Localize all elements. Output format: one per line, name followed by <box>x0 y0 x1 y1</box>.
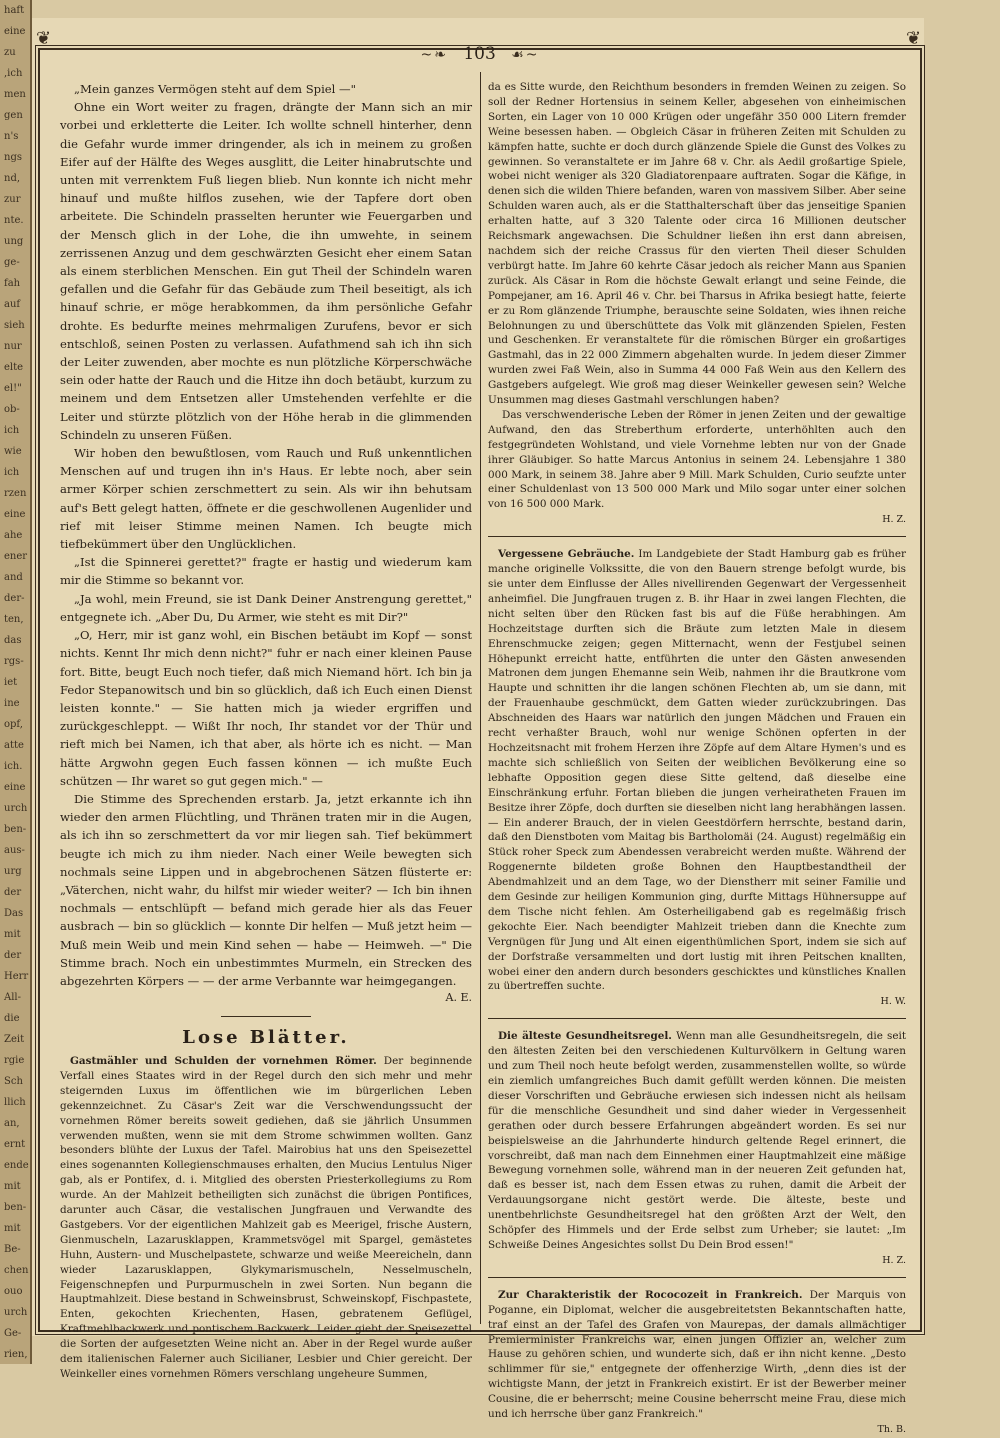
article-rococozeit <box>488 1288 906 1438</box>
article-title: Gastmähler und Schulden der vornehmen Römer. <box>70 1054 377 1067</box>
article-gesundheitsregel <box>488 1029 906 1269</box>
story-paragraph: „O, Herr, mir ist ganz wohl, ein Bischen betäubt im Kopf — sonst nichts. Kennt Ihr mich denn nicht?" fuhr er nach einer kleinen Pause fort. Bitte, beugt Euch noch tiefer, daß mich Niemand hört. Ich bin ja Fedor Stepanowitsch und bin so glücklich, daß ich Euch einen Dienst leisten konnte." — Sie hatten mich ja wieder ergriffen und zurückgeschleppt. — Wißt Ihr noch, Ihr standet vor der Thür und rieft mich bei Namen, ich that aber, als hörte ich es nicht. — Man hätte Argwohn gegen Euch fassen können — ich mußte Euch schützen — Ihr waret so gut gegen mich." — <box>60 628 472 788</box>
article-text: Der Marquis von Poganne, ein Diplomat, welcher die ausgebreitetsten Bekanntschaften hatte, traf einst an der Tafel des Grafen von Maurepas, der damals allmächtiger Premierminister Frankreichs war, einen jungen Offizier an, welcher zum Hause zu gehören schien, und wunderte sich, daß er ihn nicht kenne. „Desto schlimmer für sie," entgegnete der offenherzige Wirth, „denn dies ist der wichtigste Mann, der jetzt in Frankreich existirt. Er ist der Bewerber meiner Cousine, die er beherrscht; meine Cousine beherrscht meine Frau, diese mich und ich herrsche über ganz Frankreich." <box>488 1288 907 1421</box>
gutter-fragment: ten, <box>4 614 24 625</box>
gutter-fragment: ob- <box>4 404 20 415</box>
article-signature: H. Z. <box>882 514 906 526</box>
gutter-fragment: nur <box>4 341 22 352</box>
gutter-fragment: gen <box>4 110 23 121</box>
section-divider <box>221 1016 311 1017</box>
gutter-fragment: men <box>4 89 26 100</box>
column-divider <box>480 72 481 1324</box>
article-gebraeuche <box>488 547 906 1010</box>
gutter-fragment: urch <box>4 803 28 814</box>
article-text: Im Landgebiete der Stadt Hamburg gab es früher manche originelle Volkssitte, die von den Bauern strenge befolgt wurde, bis sie unter dem Einflusse der Alles nivellirenden Gegenwart der Vergessenheit anheimfiel. Die Jungfrauen trugen z. B. ihr Haar in zwei langen Flechten, die nicht selten über den Rücken fast bis auf die Füße herabhingen. Am Hochzeitstage durften sich die Bräute zum letzten Male in diesem Ehrenschmucke zeigen; gegen Mitternacht, wenn der Festjubel seinen Höhepunkt erreicht hatte, entführten die unter den Gästen anwesenden Matronen dem jungen Ehemanne sein Weib, nahmen ihr die Brautkrone vom Haupte und schnitten ihr die langen schönen Flechten ab, um sie dann, mit der Frauenhaube geschmückt, dem Gatten wieder zurückzubringen. Das Abschneiden des Haars war natürlich den jungen Mädchen und Frauen ein recht verhaßter Brauch, wohl nur wenige Schönen opferten in der Hochzeitsnacht mit frohem Herzen ihre Zöpfe auf dem Altare Hymen's und es machte sich schließlich von Seiten der weiblichen Bevölkerung eine so lebhafte Opposition gegen diese Sitte geltend, daß dieselbe eine Einschränkung erfuhr. Fortan blieben die jungen verheiratheten Frauen im Besitze ihrer Zöpfe, doch durften sie dieselben nicht lang herabhängen lassen. — Ein anderer Brauch, der in vielen Geestdörfern herrschte, bestand darin, daß den Dienstboten vom Maitag bis Bartholomäi (24. August) regelmäßig ein Stück roher Speck zum Abendessen verabreicht werden mußte. Während der Roggenernte bildeten große Bohnen den Hauptbestandtheil der Abendmahlzeit und an dem Tage, wo der Dienstherr mit seiner Familie und dem Gesinde zur heiligen Kommunion ging, durfte Mittags Hühnersuppe auf dem Tische nicht fehlen. Am Osterheiligabend gab es regelmäßig frisch gekochte Eier. Nach beendigter Mahlzeit trieben dann die Knechte zum Vergnügen für Jung und Alt einen eigenthümlichen Sport, indem sie sich auf der Dorfstraße versammelten und dort lustig mit ihren Peitschen knallten, wobei einer den andern durch besonders geschicktes und künstliches Knallen zu übertreffen suchte. <box>488 548 906 993</box>
gutter-fragment: Das <box>4 908 24 919</box>
gutter-fragment: ende <box>4 1160 29 1171</box>
gutter-fragment: ben- <box>4 824 27 835</box>
header-ornament-right: ☙~ <box>511 47 540 63</box>
gutter-fragments <box>0 0 30 1365</box>
adjacent-page-gutter <box>0 0 32 1364</box>
story-paragraph: Die Stimme des Sprechenden erstarb. Ja, jetzt erkannte ich ihn wieder den armen Flüchtling, und Thränen traten mir in die Augen, als ich ihn so zerschmettert da vor mir liegen sah. Tief bekümmert beugte ich mich zu ihm nieder. Nach einer Weile bewegten sich nochmals seine Lippen und in abgebrochenen Sätzen flüsterte er: „Väterchen, nicht wahr, du hilfst mir wieder weiter? — Ich bin ihnen nochmals — entschlüpft — befand mich gerade hier als das Feuer ausbrach — bin so glücklich — konnte Dir helfen — Muß jetzt heim — Muß mein Weib und mein Kind sehen — habe — Heimweh. —" Die Stimme brach. Noch ein unbestimmtes Murmeln, ein Strecken des abgezehrten Körpers — — der arme Verbannte war heimgegangen. <box>60 791 472 988</box>
article-separator <box>488 536 906 537</box>
article-text: Das verschwenderische Leben der Römer in jenen Zeiten und der gewaltige Aufwand, den das Streberthum erforderte, unterhöhlten auch den festgegründeten Wohlstand, und viele Vornehme lebten nur von der Gnade ihrer Gläubiger. So hatte Marcus Antonius in seinem 24. Lebensjahre 1 380 000 Mark, in seinem 38. Jahre aber 9 Mill. Mark Schulden, Curio seufzte unter einer Schuldenlast von 13 500 000 Mark und Milo sogar unter einer solchen von 16 500 000 Mark. <box>488 408 906 511</box>
article-gastmaehler <box>60 1054 472 1382</box>
corner-ornament-icon: ❦ <box>36 28 52 49</box>
gutter-fragment: and <box>4 572 23 583</box>
gutter-fragment: ge- <box>4 257 20 268</box>
gutter-fragment: ngs <box>4 152 22 163</box>
gutter-fragment: eine <box>4 782 26 793</box>
gutter-fragment: haft <box>4 5 25 16</box>
gutter-fragment: mit <box>4 1223 21 1234</box>
gutter-fragment: atte <box>4 740 24 751</box>
story-paragraph: Ohne ein Wort weiter zu fragen, drängte der Mann sich an mir vorbei und erkletterte die Leiter. Ich wollte schnell hinterher, denn die Gefahr wurde immer dringender, als ich in meinem zu großen Eifer auf der Hälfte des Weges ausglitt, die Leiter hinabrutschte und unten mit verrenktem Fuß liegen blieb. Nun konnte ich nicht mehr hinauf und mußte hilflos zusehen, wie der Tapfere dort oben arbeitete. Die Schindeln prasselten herunter wie Feuergarben und der Mensch glich in der Lohe, die ihn umwehte, in seinem zerrissenen Anzug und dem geschwärzten Gesicht eher einem Satan als einem sterblichen Menschen. Ein gut Theil der Schindeln waren gefallen und die Gefahr für das Gebäude zum Theil beseitigt, als ich hinauf schrie, er möge herabkommen, da ihm persönliche Gefahr drohte. Es bedurfte meines mehrmaligen Zurufens, bevor er sich entschloß, seinen Posten zu verlassen. Aufathmend sah ich ihn sich der Leiter zuwenden, aber mochte es nun plötzliche Körperschwäche sein oder hatte der Rauch und die Hitze ihn doch betäubt, kurzum zu meinem und dem Entsetzen aller Umstehenden verfehlte er die Leiter und stürzte plötzlich von der Höhe herab in die glimmenden Schindeln zu unseren Füßen. <box>60 100 472 442</box>
article-signature: H. Z. <box>882 1254 906 1266</box>
page-header <box>38 44 922 64</box>
gutter-fragment: die <box>4 1013 20 1024</box>
gutter-fragment: iet <box>4 677 18 688</box>
gutter-fragment: urg <box>4 866 22 877</box>
gutter-fragment: eine <box>4 509 26 520</box>
gutter-fragment: rgs- <box>4 656 24 667</box>
right-column <box>488 80 907 1435</box>
story-paragraph: „Ist die Spinnerei gerettet?" fragte er hastig und wiederum kam mir die Stimme so bekannt vor. <box>60 555 472 588</box>
page-number: 103 <box>463 44 496 64</box>
gutter-fragment: All- <box>4 992 21 1003</box>
gutter-fragment: mit <box>4 929 21 940</box>
gutter-fragment: fah <box>4 278 21 289</box>
article-text: Der beginnende Verfall eines Staates wird in der Regel durch den sich mehr und mehr steigernden Luxus im öffentlichen wie im bürgerlichen Leben gekennzeichnet. Zu Cäsar's Zeit war die Verschwendungssucht der vornehmen Römer bereits soweit gediehen, daß sie jährlich Unsummen verwenden mußten, wenn sie mit dem Strome schwimmen wollten. Ganz besonders blühte der Luxus der Tafel. Mairobius hat uns den Speisezettel eines sogenannten Kollegienschmauses erhalten, den Mucius Lentulus Niger gab, als er Pontifex, d. i. Mitglied des obersten Priesterkollegiums zu Rom wurde. An der Mahlzeit betheiligten sich zunächst die übrigen Pontifices, darunter auch Cäsar, die vestalischen Jungfrauen und Verwandte des Gastgebers. Vor der eigentlichen Mahlzeit gab es Meerigel, frische Austern, Gienmuscheln, Lazarusklappen, Krammetsvögel mit Spargel, gemästetes Huhn, Austern- und Muschelpastete, schwarze und weiße Meereicheln, dann wieder Lazarusklappen, Glykymarismuscheln, Nesselmuscheln, Feigenschnepfen und Purpurmuscheln in zwei Sorten. Nun begann die Hauptmahlzeit. Diese bestand in Schweinsbrust, Schweinskopf, Fischpastete, Enten, gekochten Kriechenten, Hasen, gebratenem Geflügel, Kraftmehlbackwerk und pontischem Backwerk. Leider giebt der Speisezettel die Sorten der aufgesetzten Weine nicht an. Aber in der Regel wurde außer dem italienischen Falerner auch Sicilianer, Lesbier und Chier gereicht. Der Weinkeller eines vornehmen Römers verschlang ungeheure Summen, <box>60 1054 472 1380</box>
gutter-fragment: chen <box>4 1265 29 1276</box>
article-title: Die älteste Gesundheitsregel. <box>498 1030 672 1043</box>
article-separator <box>488 1277 906 1278</box>
article-text: da es Sitte wurde, den Reichthum besonders in fremden Weinen zu zeigen. So soll der Redner Hortensius in seinem Keller, abgesehen von einheimischen Sorten, ein Lager von 10 000 Krügen oder ungefähr 350 000 Litern fremder Weine besessen haben. — Obgleich Cäsar in früheren Zeiten mit Schulden zu kämpfen hatte, suchte er doch durch glänzende Spiele die Gunst des Volkes zu gewinnen. So veranstaltete er im Jahre 68 v. Chr. als Aedil großartige Spiele, wobei nicht weniger als 320 Gladiatorenpaare auftraten. Sogar die Käfige, in denen sich die wilden Thiere befanden, waren von massivem Silber. Aber seine Schulden waren auch, als er die Statthalterschaft über das jenseitige Spanien erhalten hatte, auf 3 320 Talente oder circa 16 Millionen deutscher Reichsmark angewachsen. Die Schuldner ließen ihn erst dann abreisen, nachdem sich der reiche Crassus für den vierten Theil dieser Schulden verbürgt hatte. Im Jahre 60 kehrte Cäsar jedoch als reicher Mann aus Spanien zurück. Als Cäsar in Rom die höchste Gewalt erlangt und seine Feinde, die Pompejaner, am 16. April 46 v. Chr. bei Tharsus in Afrika besiegt hatte, feierte er zu Rom glänzende Triumphe, berauschte seine Soldaten, wies ihnen reiche Belohnungen zu und überschüttete das Volk mit glänzenden Spielen, Festen und Geschenken. Er veranstaltete für die römischen Bürger ein großartiges Gastmahl, das in 22 000 Zimmern abgehalten wurde. In jedem dieser Zimmer wurden zwei Faß Wein, also in Summa 44 000 Faß Wein aus den Kellern des Gastgebers aufgelegt. Wie groß mag dieser Weinkeller gewesen sein? Welche Unsummen mag dieses Gastmahl verschlungen haben? <box>488 81 906 407</box>
gutter-fragment: Zeit <box>4 1034 25 1045</box>
gutter-fragment: n's <box>4 131 19 142</box>
gutter-fragment: ine <box>4 698 20 709</box>
gutter-fragment: auf <box>4 299 21 310</box>
gutter-fragment: rien, <box>4 1349 28 1360</box>
gutter-fragment: ung <box>4 236 24 247</box>
header-ornament-left: ~❧ <box>420 47 448 63</box>
gutter-fragment: Sch <box>4 1076 23 1087</box>
gutter-fragment: der <box>4 887 22 898</box>
gutter-fragment: rzen <box>4 488 27 499</box>
gutter-fragment: wie <box>4 446 22 457</box>
gutter-fragment: Ge- <box>4 1328 22 1339</box>
story-paragraph: „Ja wohl, mein Freund, sie ist Dank Deiner Anstrengung gerettet," entgegnete ich. „Aber Du, Du Armer, wie steht es mit Dir?" <box>60 591 472 624</box>
gutter-fragment: zur <box>4 194 21 205</box>
gutter-fragment: eine <box>4 26 26 37</box>
gutter-fragment: Herr <box>4 971 29 982</box>
gutter-fragment: el!" <box>4 383 22 394</box>
gutter-fragment: der <box>4 950 22 961</box>
story-signature: A. E. <box>445 991 472 1005</box>
gutter-fragment: sieh <box>4 320 25 331</box>
article-title: Vergessene Gebräuche. <box>498 548 635 561</box>
gutter-fragment: ,ich <box>4 68 23 79</box>
gutter-fragment: Be- <box>4 1244 21 1255</box>
corner-ornament-icon: ❦ <box>906 28 922 49</box>
gutter-fragment: der- <box>4 593 25 604</box>
story-continuation <box>60 80 472 1006</box>
gutter-fragment: llich <box>4 1097 26 1108</box>
gutter-fragment: elte <box>4 362 24 373</box>
gutter-fragment: urch <box>4 1307 28 1318</box>
article-separator <box>488 1018 906 1019</box>
gutter-fragment: aus- <box>4 845 25 856</box>
story-paragraph: „Mein ganzes Vermögen steht auf dem Spiel —" <box>74 82 356 96</box>
gutter-fragment: ouo <box>4 1286 23 1297</box>
article-text: Wenn man alle Gesundheitsregeln, die seit den ältesten Zeiten bei den verschiedenen Kulturvölkern in Geltung waren und zum Theil noch heute befolgt werden, zusammenstellen wollte, so würde ein ziemlich umfangreiches Buch damit gefüllt werden können. Die meisten dieser Vorschriften und Gebräuche erwiesen sich indessen nicht als heilsam für die menschliche Gesundheit und sind daher wieder in Vergessenheit gerathen oder durch bessere Erfahrungen abgeändert worden. Es sei nur beispielsweise an die Jahrhunderte hindurch geltende Regel erinnert, die vorschreibt, daß man nach dem Einnehmen einer Hauptmahlzeit eine mäßige Bewegung vornehmen solle, während man in der neueren Zeit gefunden hat, daß es besser ist, nach dem Essen etwas zu ruhen, damit die Arbeit der Verdauungsorgane nicht gestört werde. Die älteste, beste und unentbehrlichste Gesundheitsregel hat den größten Arzt der Welt, den Schöpfer des Himmels und der Erde selbst zum Urheber; sie lautet: „Im Schweiße Deines Angesichtes sollst Du Dein Brod essen!" <box>488 1030 907 1251</box>
story-paragraph: Wir hoben den bewußtlosen, vom Rauch und Ruß unkenntlichen Menschen auf und trugen ihn in's Haus. Er lebte noch, aber sein armer Körper schien zerschmettert zu sein. Als wir ihn behutsam auf's Bett gelegt hatten, öffnete er die geschwollenen Augenlider und rief mit leiser Stimme meinen Namen. Ich beugte mich tiefbekümmert über den Unglücklichen. <box>60 446 472 552</box>
article-signature: Th. B. <box>877 1423 906 1435</box>
gutter-fragment: ernt <box>4 1139 26 1150</box>
gutter-fragment: rgie <box>4 1055 25 1066</box>
gutter-fragment: zu <box>4 47 16 58</box>
gutter-fragment: ahe <box>4 530 23 541</box>
gutter-fragment: opf, <box>4 719 23 730</box>
gutter-fragment: ich <box>4 467 20 478</box>
section-title: Lose Blätter. <box>182 1027 350 1049</box>
gutter-fragment: ich. <box>4 761 23 772</box>
gutter-fragment: an, <box>4 1118 20 1129</box>
gutter-fragment: ich <box>4 425 20 436</box>
left-column <box>60 80 472 1380</box>
gutter-fragment: das <box>4 635 22 646</box>
gutter-fragment: nte. <box>4 215 24 226</box>
gutter-fragment: nd, <box>4 173 21 184</box>
gutter-fragment: ben- <box>4 1202 27 1213</box>
article-gastmaehler-continued <box>488 80 906 528</box>
gutter-fragment: ener <box>4 551 28 562</box>
article-signature: H. W. <box>880 996 906 1008</box>
gutter-fragment: mit <box>4 1181 21 1192</box>
article-title: Zur Charakteristik der Rococozeit in Frankreich. <box>498 1288 803 1301</box>
